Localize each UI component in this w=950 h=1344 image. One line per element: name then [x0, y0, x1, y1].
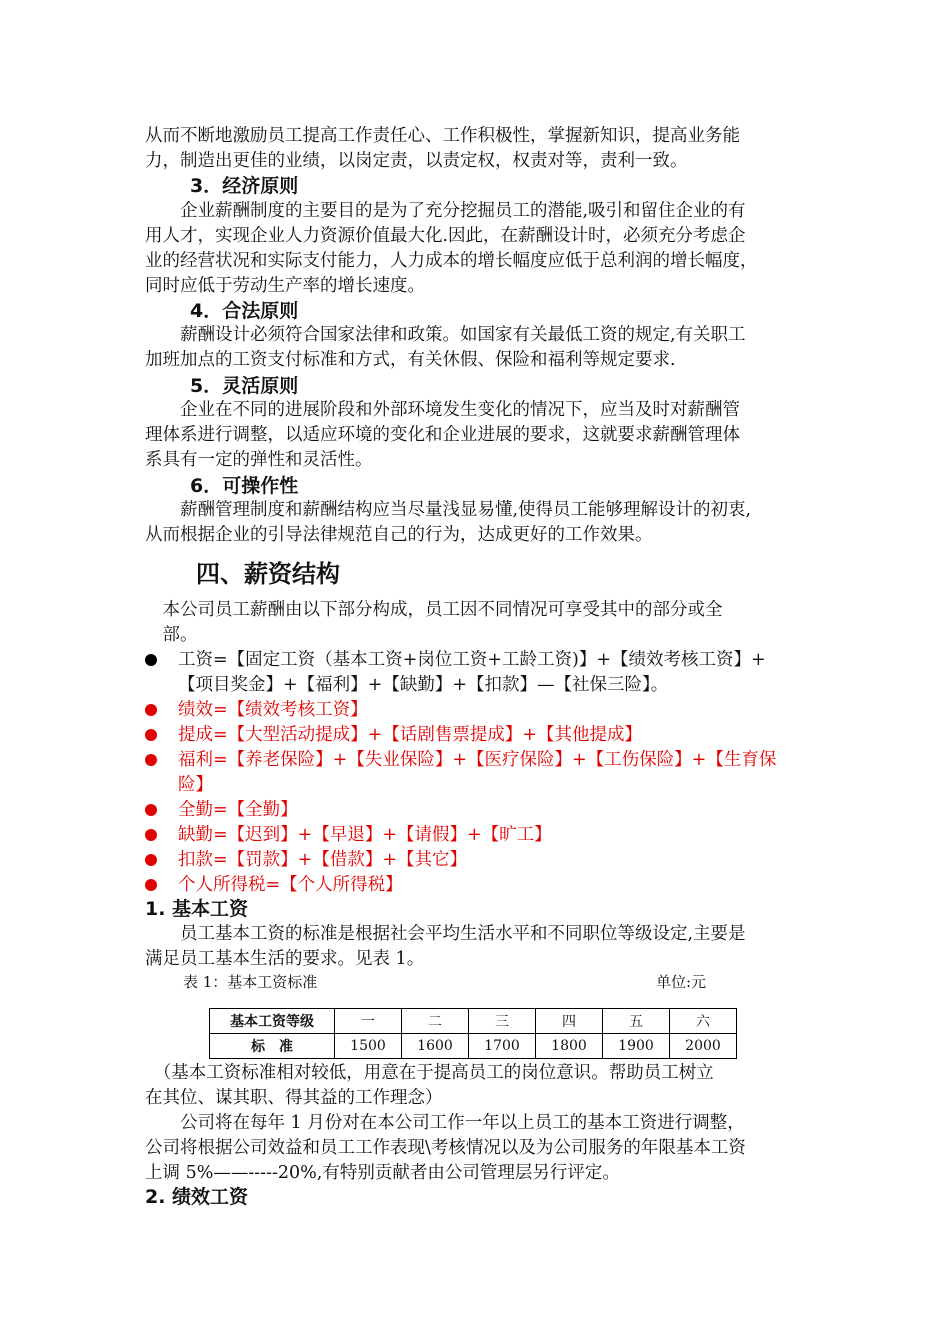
- list-item-welfare: 福利=【养老保险】+【失业保险】+【医疗保险】+【工伤保险】+【生育保: [178, 750, 777, 770]
- table-header-cell: 二: [402, 1009, 469, 1034]
- basic-wage-table: [209, 1008, 737, 1059]
- list-item-wage: 工资=【固定工资（基本工资+岗位工资+工龄工资)】+【绩效考核工资】+: [178, 650, 766, 670]
- paragraph-line: 公司将根据公司效益和员工工作表现\考核情况以及为公司服务的年限基本工资: [145, 1138, 746, 1158]
- bullet-icon: [145, 654, 157, 666]
- list-item-performance: 绩效=【绩效考核工资】: [178, 700, 368, 720]
- bullet-icon: [145, 879, 157, 891]
- table-cell: 1900: [603, 1034, 670, 1059]
- table-header-cell: 基本工资等级: [210, 1009, 335, 1034]
- table-row: [210, 1034, 737, 1059]
- paragraph-line: 力，制造出更佳的业绩，以岗定责，以责定权，权责对等，责利一致。: [145, 151, 688, 171]
- table-cell: 1600: [402, 1034, 469, 1059]
- bullet-icon: [145, 704, 157, 716]
- heading-basic-wage: 1. 基本工资: [145, 898, 249, 920]
- table-header-cell: 六: [670, 1009, 737, 1034]
- table-header-cell: 一: [335, 1009, 402, 1034]
- table-cell: 1700: [469, 1034, 536, 1059]
- paragraph-line: 部。: [145, 625, 198, 645]
- paragraph-line: 满足员工基本生活的要求。见表 1。: [145, 949, 425, 969]
- paragraph-line: 在其位、谋其职、得其益的工作理念）: [145, 1088, 443, 1108]
- heading-operability: 6．可操作性: [190, 475, 299, 497]
- paragraph-line: 薪酬管理制度和薪酬结构应当尽量浅显易懂,使得员工能够理解设计的初衷,: [145, 500, 752, 520]
- list-item-commission: 提成=【大型活动提成】+【话剧售票提成】+【其他提成】: [178, 725, 642, 745]
- paragraph-line: 员工基本工资的标准是根据社会平均生活水平和不同职位等级设定,主要是: [145, 924, 746, 944]
- heading-legal-principle: 4．合法原则: [190, 300, 299, 322]
- paragraph-line: 公司将在每年 1 月份对在本公司工作一年以上员工的基本工资进行调整，: [145, 1113, 745, 1133]
- paragraph-line: 理体系进行调整，以适应环境的变化和企业进展的要求，这就要求薪酬管理体: [145, 425, 740, 445]
- table-caption: 表 1：基本工资标准: [183, 973, 318, 991]
- bullet-icon: [145, 754, 157, 766]
- table-cell: 1500: [335, 1034, 402, 1059]
- heading-flexible-principle: 5．灵活原则: [190, 375, 299, 397]
- paragraph-line: 上调 5%——-----20%,有特别贡献者由公司管理层另行评定。: [145, 1163, 620, 1183]
- list-item-income-tax: 个人所得税=【个人所得税】: [178, 875, 403, 895]
- list-item-attendance: 全勤=【全勤】: [178, 800, 298, 820]
- heading-economy-principle: 3．经济原则: [190, 175, 299, 197]
- bullet-icon: [145, 729, 157, 741]
- table-unit: 单位:元: [656, 973, 707, 991]
- bullet-icon: [145, 854, 157, 866]
- table-header-cell: 三: [469, 1009, 536, 1034]
- paragraph-line: 用人才，实现企业人力资源价值最大化.因此，在薪酬设计时，必须充分考虑企: [145, 226, 746, 246]
- paragraph-line: 企业薪酬制度的主要目的是为了充分挖掘员工的潜能,吸引和留住企业的有: [145, 201, 746, 221]
- table-cell: 1800: [536, 1034, 603, 1059]
- table-row: [210, 1009, 737, 1034]
- paragraph-line: 业的经营状况和实际支付能力，人力成本的增长幅度应低于总利润的增长幅度，: [145, 251, 758, 271]
- paragraph-line: 加班加点的工资支付标准和方式，有关休假、保险和福利等规定要求.: [145, 350, 676, 370]
- table-row-label: 标 准: [210, 1034, 335, 1059]
- table-cell: 2000: [670, 1034, 737, 1059]
- list-item-deduction: 扣款=【罚款】+【借款】+【其它】: [178, 850, 467, 870]
- table-header-cell: 五: [603, 1009, 670, 1034]
- paragraph-line: 从而根据企业的引导法律规范自己的行为，达成更好的工作效果。: [145, 525, 653, 545]
- list-item-welfare-cont: 险】: [178, 775, 213, 795]
- table-header-cell: 四: [536, 1009, 603, 1034]
- paragraph-line: 本公司员工薪酬由以下部分构成，员工因不同情况可享受其中的部分或全: [145, 600, 723, 620]
- list-item-wage-cont: 【项目奖金】+【福利】+【缺勤】+【扣款】—【社保三险】。: [178, 675, 669, 695]
- paragraph-line: 系具有一定的弹性和灵活性。: [145, 450, 373, 470]
- heading-performance-wage: 2. 绩效工资: [145, 1186, 249, 1208]
- paragraph-line: （基本工资标准相对较低，用意在于提高员工的岗位意识。帮助员工树立: [145, 1063, 714, 1083]
- paragraph-line: 薪酬设计必须符合国家法律和政策。如国家有关最低工资的规定,有关职工: [145, 325, 746, 345]
- list-item-absence: 缺勤=【迟到】+【早退】+【请假】+【旷工】: [178, 825, 552, 845]
- paragraph-line: 企业在不同的进展阶段和外部环境发生变化的情况下，应当及时对薪酬管: [145, 400, 740, 420]
- heading-salary-structure: 四、薪资结构: [196, 560, 340, 588]
- bullet-icon: [145, 804, 157, 816]
- paragraph-line: 从而不断地激励员工提高工作责任心、工作积极性，掌握新知识，提高业务能: [145, 126, 740, 146]
- bullet-icon: [145, 829, 157, 841]
- paragraph-line: 同时应低于劳动生产率的增长速度。: [145, 276, 425, 296]
